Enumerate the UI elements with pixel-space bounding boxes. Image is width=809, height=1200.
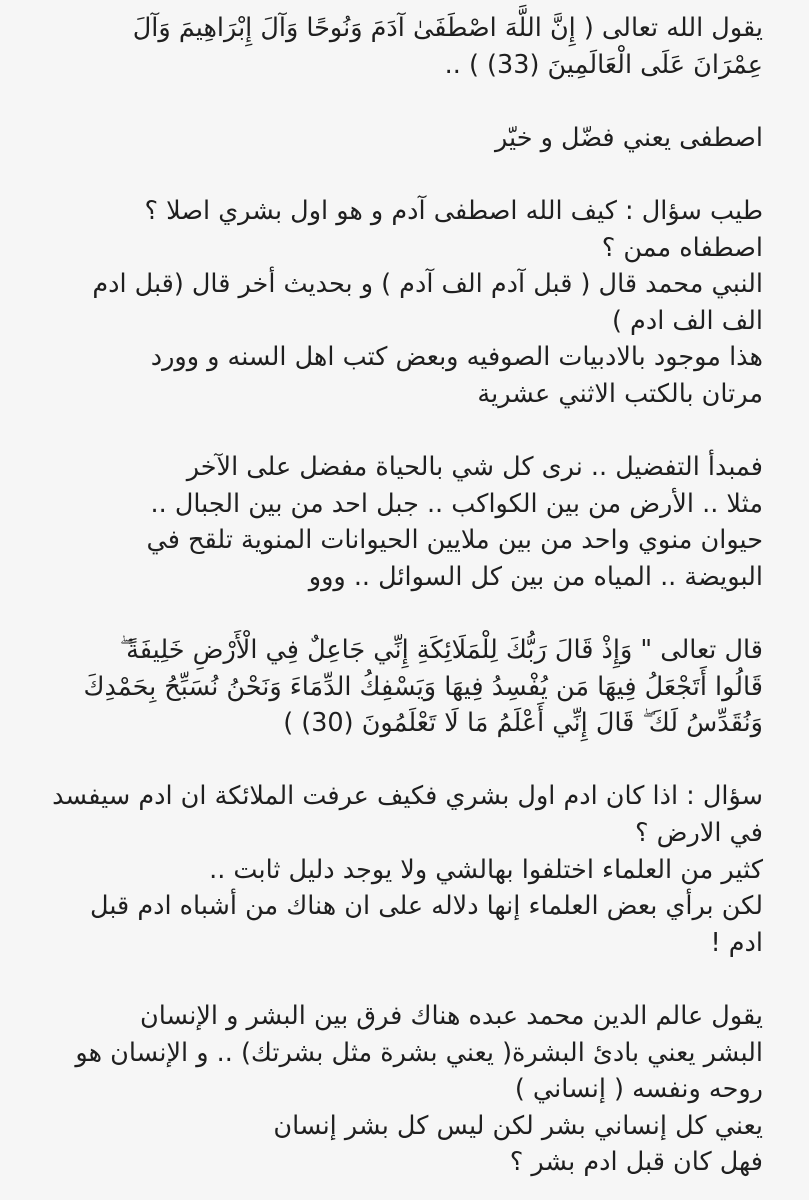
text-line: البويضة .. المياه من بين كل السوائل .. ووو [308, 561, 763, 592]
text-line: قَالُوا أَتَجْعَلُ فِيهَا مَن يُفْسِدُ فِيهَا وَيَسْفِكُ الدِّمَاءَ وَنَحْنُ نُسَبِّحُ بِحَمْدِكَ [83, 671, 763, 702]
text-line: الف الف ادم ) [612, 305, 763, 336]
text-line: مرتان بالكتب الاثني عشرية [477, 378, 763, 409]
text-line: يقول الله تعالى ( إِنَّ اللَّهَ اصْطَفَىٰ آدَمَ وَنُوحًا وَآلَ إِبْرَاهِيمَ وَآلَ [132, 13, 763, 43]
paragraph-spacer [46, 596, 763, 633]
text-line: اصطفى يعني فضّل و خيّر [494, 122, 763, 153]
text-line: فمبدأ التفضيل .. نرى كل شي بالحياة مفضل على الآخر [186, 452, 763, 483]
text-line: النبي محمد قال ( قبل آدم الف آدم ) و بحديث أخر قال (قبل ادم [92, 269, 763, 300]
paragraph-spacer [46, 742, 763, 779]
paragraph-question-2 [46, 778, 763, 961]
paragraph-preference-principle [46, 449, 763, 595]
text-line: هذا موجود بالادبيات الصوفيه وبعض كتب اهل السنه و وورد [150, 342, 763, 373]
paragraph-quran-verse-1 [46, 10, 763, 83]
text-line: اصطفاه ممن ؟ [601, 232, 763, 263]
text-line: قال تعالى " وَإِذْ قَالَ رَبُّكَ لِلْمَلَائِكَةِ إِنِّي جَاعِلٌ فِي الْأَرْضِ خَلِيفَةً ۖ [119, 635, 763, 666]
text-line: عِمْرَانَ عَلَى الْعَالَمِينَ (33) ) .. [444, 49, 763, 80]
text-line: روحه ونفسه ( إنساني ) [514, 1074, 763, 1105]
text-line: كثير من العلماء اختلفوا بهالشي ولا يوجد دليل ثابت .. [209, 854, 763, 885]
paragraph-spacer [46, 961, 763, 998]
paragraph-spacer [46, 83, 763, 120]
text-line: يقول عالم الدين محمد عبده هناك فرق بين البشر و الإنسان [140, 1001, 763, 1032]
text-line: حيوان منوي واحد من بين ملايين الحيوانات المنوية تلقح في [146, 525, 763, 556]
text-line: فهل كان قبل ادم بشر ؟ [509, 1147, 763, 1178]
text-line: طيب سؤال : كيف الله اصطفى آدم و هو اول بشري اصلا ؟ [144, 195, 763, 226]
paragraph-quran-verse-2 [46, 632, 763, 742]
paragraph-definition [46, 120, 763, 157]
text-line: وَنُقَدِّسُ لَكَ ۖ قَالَ إِنِّي أَعْلَمُ مَا لَا تَعْلَمُونَ (30) ) [283, 708, 763, 739]
text-line: البشر يعني بادئ البشرة( يعني بشرة مثل بشرتك) .. و الإنسان هو [75, 1037, 763, 1068]
text-line: سؤال : اذا كان ادم اول بشري فكيف عرفت الملائكة ان ادم سيفسد [52, 781, 763, 812]
text-line: لكن برأي بعض العلماء إنها دلاله على ان هناك من أشباه ادم قبل [90, 891, 763, 922]
paragraph-spacer [46, 413, 763, 450]
text-line: ادم ! [710, 927, 763, 958]
text-line: يعني كل إنساني بشر لكن ليس كل بشر إنسان [273, 1110, 763, 1141]
paragraph-question-1 [46, 193, 763, 413]
paragraph-human-vs-bashar [46, 998, 763, 1181]
text-line: في الارض ؟ [635, 818, 763, 849]
text-line: مثلا .. الأرض من بين الكواكب .. جبل احد من بين الجبال .. [150, 488, 763, 519]
paragraph-spacer [46, 156, 763, 193]
